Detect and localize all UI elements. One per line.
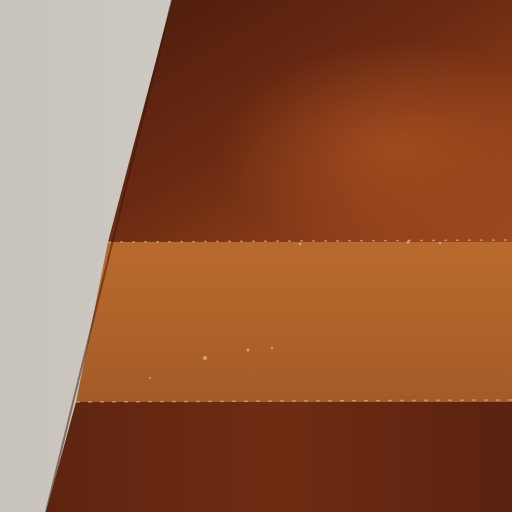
- wood-bottom-section: [46, 402, 512, 512]
- wood-light-band: [76, 242, 512, 402]
- wood-top-glow: [108, 0, 512, 242]
